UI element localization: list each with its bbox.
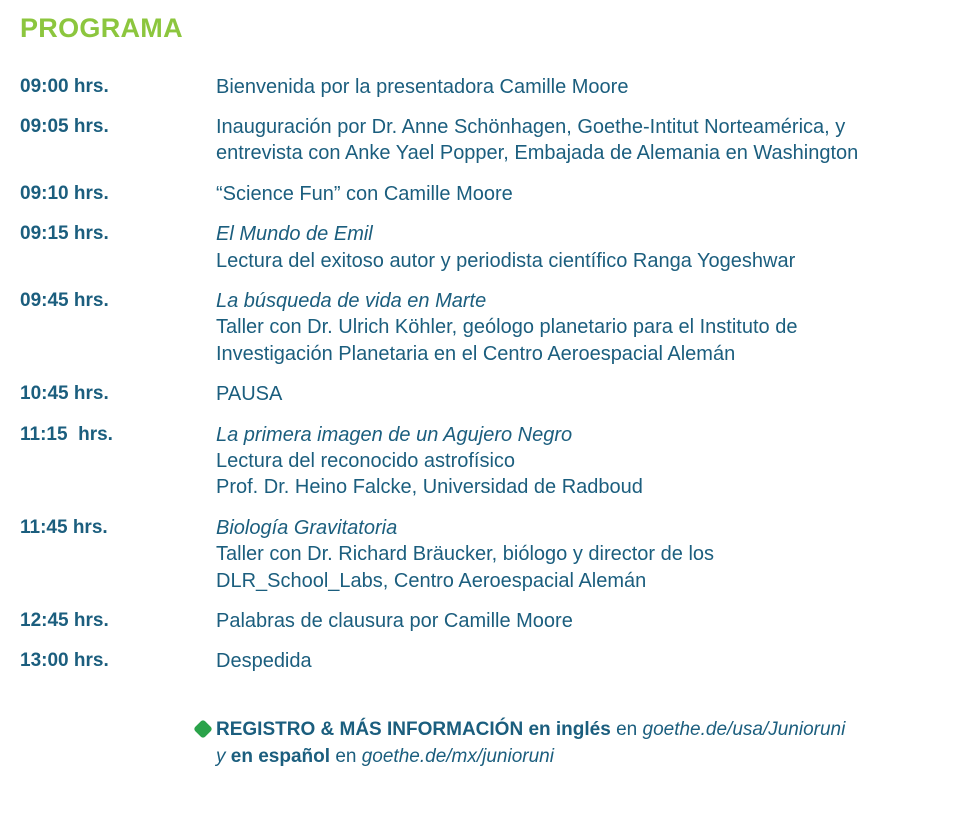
schedule-description-line: Biología Gravitatoria	[216, 516, 398, 539]
schedule-description	[216, 181, 954, 221]
schedule-row	[20, 181, 954, 221]
schedule-body	[20, 74, 954, 689]
schedule-time: 09:05 hrs.	[20, 116, 109, 138]
schedule-description-line: Inauguración por Dr. Anne Schönhagen, Goethe-Intitut Norteamérica, y	[216, 116, 846, 139]
schedule-row	[20, 648, 954, 688]
schedule-row	[20, 114, 954, 181]
schedule-time: 09:00 hrs.	[20, 75, 109, 97]
schedule-description-line: Investigación Planetaria en el Centro Aeroespacial Alemán	[216, 342, 736, 365]
registration-en-2: en	[335, 745, 357, 767]
bullet-diamond-icon	[193, 719, 213, 739]
schedule-description-line: PAUSA	[216, 383, 283, 406]
schedule-row	[20, 221, 954, 288]
schedule-description	[216, 221, 954, 288]
schedule-row	[20, 74, 954, 114]
schedule-description	[216, 74, 954, 114]
schedule-description-line: La primera imagen de un Agujero Negro	[216, 423, 573, 446]
schedule-time: 09:10 hrs.	[20, 182, 109, 204]
schedule-description	[216, 288, 954, 381]
schedule-description-line: “Science Fun” con Camille Moore	[216, 182, 513, 205]
schedule-time: 11:45 hrs.	[20, 516, 108, 538]
registration-y: y	[216, 745, 226, 767]
schedule-row	[20, 288, 954, 381]
registration-en-1: en	[616, 718, 638, 740]
registration-note	[20, 717, 954, 771]
schedule-row	[20, 515, 954, 608]
schedule-time: 09:45 hrs.	[20, 290, 109, 312]
schedule-time: 10:45 hrs.	[20, 383, 109, 405]
registration-spanish-label: en español	[230, 745, 331, 767]
schedule-description	[216, 114, 954, 181]
schedule-description-line: Despedida	[216, 650, 312, 673]
schedule-description-line: Taller con Dr. Ulrich Köhler, geólogo planetario para el Instituto de	[216, 316, 798, 339]
schedule-time: 13:00 hrs.	[20, 650, 109, 672]
registration-link-spanish[interactable]: goethe.de/mx/junioruni	[361, 745, 554, 767]
schedule-time: 12:45 hrs.	[20, 609, 109, 631]
schedule-description-line: Bienvenida por la presentadora Camille Moore	[216, 75, 629, 98]
schedule-row	[20, 608, 954, 648]
schedule-description-line: Palabras de clausura por Camille Moore	[216, 609, 573, 632]
registration-link-english[interactable]: goethe.de/usa/Junioruni	[642, 718, 846, 740]
schedule-description-line: entrevista con Anke Yael Popper, Embajada de Alemania en Washington	[216, 142, 859, 165]
schedule-description-line: La búsqueda de vida en Marte	[216, 290, 487, 313]
schedule-row	[20, 381, 954, 421]
page-title: PROGRAMA	[20, 13, 183, 43]
schedule-description-line: Prof. Dr. Heino Falcke, Universidad de Radboud	[216, 476, 643, 499]
schedule-time: 11:15 hrs.	[20, 423, 113, 445]
registration-label: REGISTRO & MÁS INFORMACIÓN en inglés	[216, 718, 611, 740]
schedule-description-line: DLR_School_Labs, Centro Aeroespacial Alemán	[216, 569, 647, 592]
schedule-description	[216, 422, 954, 515]
schedule-description	[216, 515, 954, 608]
schedule-row	[20, 422, 954, 515]
schedule-description-line: El Mundo de Emil	[216, 223, 373, 246]
schedule-table	[20, 74, 954, 689]
schedule-description-line: Lectura del exitoso autor y periodista científico Ranga Yogeshwar	[216, 249, 796, 272]
schedule-description-line: Taller con Dr. Richard Bräucker, biólogo y director de los	[216, 543, 715, 566]
schedule-time: 09:15 hrs.	[20, 223, 109, 245]
schedule-description	[216, 648, 954, 688]
schedule-description	[216, 381, 954, 421]
schedule-description-line: Lectura del reconocido astrofísico	[216, 449, 516, 472]
schedule-description	[216, 608, 954, 648]
